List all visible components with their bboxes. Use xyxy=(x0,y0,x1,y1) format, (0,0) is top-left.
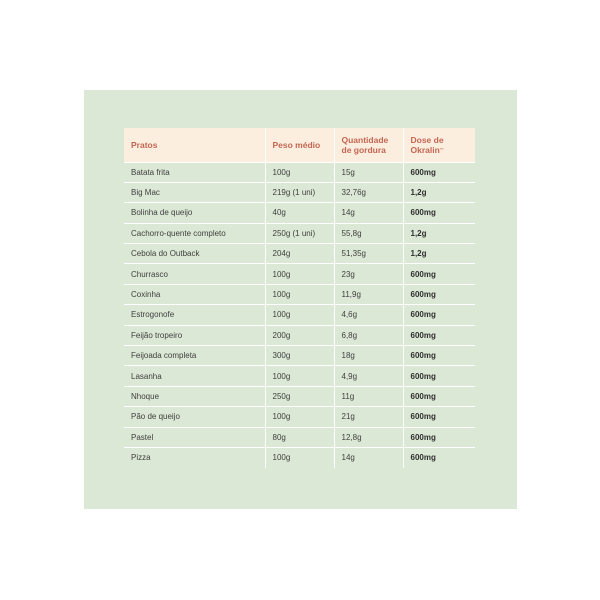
header-pratos xyxy=(124,128,265,162)
cell-quantidade-gordura: 23g xyxy=(334,264,403,284)
cell-prato: Feijão tropeiro xyxy=(124,325,265,345)
table-row xyxy=(124,162,475,182)
cell-quantidade-gordura: 12,8g xyxy=(334,427,403,447)
cell-dose: 1,2g xyxy=(410,228,427,238)
cell-dose: 600mg xyxy=(410,412,436,422)
cell-peso-medio: 100g xyxy=(265,305,334,325)
cell-prato: Pão de queijo xyxy=(124,407,265,427)
cell-prato: Pizza xyxy=(124,447,265,467)
cell-peso-medio: 219g (1 uni) xyxy=(265,182,334,202)
cell-peso-medio: 300g xyxy=(265,346,334,366)
table-row xyxy=(124,407,475,427)
cell-quantidade-gordura: 6,8g xyxy=(334,325,403,345)
table-row xyxy=(124,305,475,325)
cell-prato: Cachorro-quente completo xyxy=(124,223,265,243)
table-row xyxy=(124,244,475,264)
cell-quantidade-gordura: 4,9g xyxy=(334,366,403,386)
header-dose-line2: Okralin xyxy=(410,144,440,155)
cell-dose: 600mg xyxy=(410,269,436,279)
header-quantidade-gordura xyxy=(334,128,403,162)
cell-prato: Pastel xyxy=(124,427,265,447)
cell-peso-medio: 40g xyxy=(265,203,334,223)
cell-peso-medio: 200g xyxy=(265,325,334,345)
cell-quantidade-gordura: 14g xyxy=(334,203,403,223)
table-body xyxy=(124,162,475,468)
table-row xyxy=(124,325,475,345)
table-row xyxy=(124,386,475,406)
cell-prato: Churrasco xyxy=(124,264,265,284)
header-gordura-line2: de gordura xyxy=(341,144,386,155)
cell-quantidade-gordura: 11g xyxy=(334,386,403,406)
cell-peso-medio: 100g xyxy=(265,284,334,304)
cell-peso-medio: 250g (1 uni) xyxy=(265,223,334,243)
cell-dose: 600mg xyxy=(410,208,436,218)
cell-prato: Batata frita xyxy=(124,162,265,182)
cell-prato: Bolinha de queijo xyxy=(124,203,265,223)
table-row xyxy=(124,284,475,304)
cell-quantidade-gordura: 21g xyxy=(334,407,403,427)
cell-quantidade-gordura: 15g xyxy=(334,162,403,182)
cell-dose: 600mg xyxy=(410,167,436,177)
cell-prato: Estrogonofe xyxy=(124,305,265,325)
cell-quantidade-gordura: 14g xyxy=(334,447,403,467)
cell-quantidade-gordura: 4,6g xyxy=(334,305,403,325)
header-pratos-label: Pratos xyxy=(131,139,158,150)
cell-quantidade-gordura: 11,9g xyxy=(334,284,403,304)
cell-quantidade-gordura: 55,8g xyxy=(334,223,403,243)
cell-dose: 600mg xyxy=(410,351,436,361)
cell-peso-medio: 100g xyxy=(265,264,334,284)
table-row xyxy=(124,264,475,284)
header-dose-okralin xyxy=(403,128,475,162)
cell-dose: 1,2g xyxy=(410,249,427,259)
cell-peso-medio: 100g xyxy=(265,366,334,386)
header-gordura-line1: Quantidade xyxy=(341,134,389,145)
table-row xyxy=(124,447,475,467)
cell-prato: Coxinha xyxy=(124,284,265,304)
cell-prato: Nhoque xyxy=(124,386,265,406)
cell-peso-medio: 100g xyxy=(265,162,334,182)
cell-quantidade-gordura: 32,76g xyxy=(334,182,403,202)
cell-peso-medio: 80g xyxy=(265,427,334,447)
table-row xyxy=(124,366,475,386)
cell-dose: 600mg xyxy=(410,310,436,320)
table-row xyxy=(124,346,475,366)
cell-prato: Cebola do Outback xyxy=(124,244,265,264)
cell-peso-medio: 100g xyxy=(265,407,334,427)
header-peso-medio xyxy=(265,128,334,162)
table-header xyxy=(124,128,475,162)
cell-dose: 600mg xyxy=(410,453,436,463)
cell-prato: Feijoada completa xyxy=(124,346,265,366)
cell-prato: Lasanha xyxy=(124,366,265,386)
header-row xyxy=(124,128,475,162)
header-peso-label: Peso médio xyxy=(272,139,321,150)
cell-peso-medio: 250g xyxy=(265,386,334,406)
table-row xyxy=(124,182,475,202)
cell-dose: 600mg xyxy=(410,330,436,340)
dosage-table xyxy=(124,128,475,468)
table-row xyxy=(124,427,475,447)
cell-quantidade-gordura: 18g xyxy=(334,346,403,366)
trademark-mark: ™ xyxy=(439,146,444,152)
cell-dose: 600mg xyxy=(410,432,436,442)
table-row xyxy=(124,223,475,243)
cell-peso-medio: 100g xyxy=(265,447,334,467)
cell-dose: 600mg xyxy=(410,391,436,401)
cell-peso-medio: 204g xyxy=(265,244,334,264)
cell-dose: 600mg xyxy=(410,371,436,381)
table-row xyxy=(124,203,475,223)
cell-dose: 1,2g xyxy=(410,188,427,198)
cell-dose: 600mg xyxy=(410,290,436,300)
cell-prato: Big Mac xyxy=(124,182,265,202)
cell-quantidade-gordura: 51,35g xyxy=(334,244,403,264)
header-dose-line1: Dose de xyxy=(410,134,444,145)
